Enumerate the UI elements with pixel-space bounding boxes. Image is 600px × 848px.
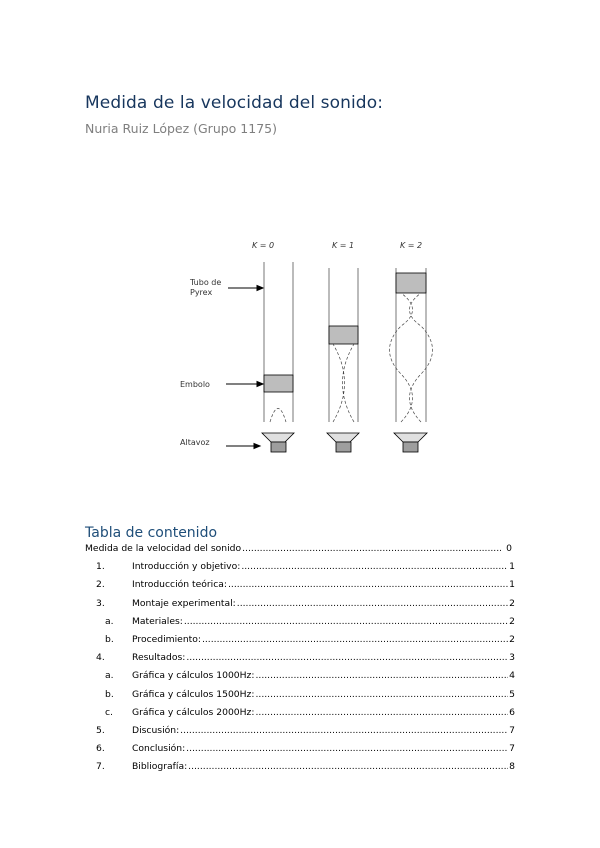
toc-entry-number: 3. [96, 597, 105, 609]
toc-entry[interactable] [85, 689, 515, 707]
tube-label-line1: Tubo de [190, 278, 222, 287]
toc-entry-label: Introducción y objetivo: [132, 561, 241, 573]
toc-entry-number: b. [105, 688, 114, 700]
column-label-k1: K = 1 [331, 241, 355, 250]
toc-dot-leader [228, 579, 508, 590]
toc-entry-page: 4 [509, 670, 515, 682]
toc-entry-label: Introducción teórica: [132, 579, 227, 591]
toc-entry[interactable] [85, 743, 515, 761]
toc-dot-leader [184, 616, 508, 627]
toc-entry-label: Procedimiento: [132, 633, 201, 645]
toc-entry-number: c. [105, 706, 113, 718]
speaker-base-k0 [271, 442, 286, 452]
speaker-cone-k0 [262, 433, 294, 442]
column-label-k2: K = 2 [399, 241, 423, 250]
toc-entry-number: a. [105, 670, 114, 682]
toc-dot-leader [186, 652, 508, 663]
document-author: Nuria Ruiz López (Grupo 1175) [85, 121, 277, 136]
toc-dot-leader [255, 707, 508, 718]
toc-heading: Tabla de contenido [85, 525, 218, 541]
toc-entry-page: 1 [509, 561, 515, 573]
toc-entry-page: 3 [509, 652, 515, 664]
toc-entry-page: 2 [509, 615, 515, 627]
toc-entry[interactable] [85, 543, 515, 561]
toc-entry[interactable] [85, 707, 515, 725]
toc-entry-label: Gráfica y cálculos 1000Hz: [132, 670, 255, 682]
toc-entry-label: Medida de la velocidad del sonido [85, 543, 242, 554]
toc-entry-page: 2 [509, 633, 515, 645]
toc-entry-page: 2 [509, 597, 515, 609]
speaker-base-k1 [336, 442, 351, 452]
toc-entry-number: 1. [96, 561, 105, 573]
toc-entry-number: b. [105, 633, 114, 645]
toc-entry-number: a. [105, 615, 114, 627]
toc-entry[interactable] [85, 652, 515, 670]
toc-entry-label: Conclusión: [132, 743, 186, 755]
toc-dot-leader [186, 743, 508, 754]
toc-entry-number: 5. [96, 724, 105, 736]
speaker-cone-k1 [327, 433, 359, 442]
piston-label: Embolo [180, 380, 210, 389]
toc-entry-label: Materiales: [132, 615, 183, 627]
toc-entry-label: Gráfica y cálculos 2000Hz: [132, 706, 255, 718]
toc-dot-leader [237, 598, 508, 609]
toc-entry[interactable] [85, 634, 515, 652]
toc-entry-number: 2. [96, 579, 105, 591]
speaker-label: Altavoz [180, 438, 210, 447]
toc-entry-page: 7 [509, 743, 515, 755]
toc-entry[interactable] [85, 616, 515, 634]
piston-k2 [396, 273, 426, 293]
toc-dot-leader [180, 725, 508, 736]
toc-entry-label: Bibliografía: [132, 761, 188, 773]
toc-dot-leader [255, 689, 508, 700]
toc-entry[interactable] [85, 579, 515, 597]
toc-dot-leader [242, 543, 501, 554]
toc-entry-label: Resultados: [132, 652, 186, 664]
toc-entry[interactable] [85, 598, 515, 616]
toc-entry-page: 0 [506, 543, 512, 554]
toc-entry-number: 6. [96, 743, 105, 755]
piston-k1 [329, 326, 358, 344]
toc-entry-page: 8 [509, 761, 515, 773]
speaker-cone-k2 [394, 433, 427, 442]
toc-entry-label: Gráfica y cálculos 1500Hz: [132, 688, 255, 700]
toc-entry-number: 7. [96, 761, 105, 773]
toc-entry-number: 4. [96, 652, 105, 664]
toc-entry-page: 6 [509, 706, 515, 718]
tube-label-line2: Pyrex [190, 288, 213, 297]
toc-entry-page: 5 [509, 688, 515, 700]
toc-dot-leader [255, 670, 508, 681]
toc-entry-label: Montaje experimental: [132, 597, 236, 609]
toc-entry[interactable] [85, 670, 515, 688]
toc-entry-page: 1 [509, 579, 515, 591]
toc-entry-page: 7 [509, 724, 515, 736]
toc-dot-leader [241, 561, 508, 572]
speaker-base-k2 [403, 442, 418, 452]
column-label-k0: K = 0 [251, 241, 275, 250]
document-title: Medida de la velocidad del sonido: [85, 93, 384, 113]
table-of-contents [85, 543, 515, 779]
toc-dot-leader [188, 761, 508, 772]
toc-entry-label: Discusión: [132, 724, 180, 736]
toc-entry[interactable] [85, 561, 515, 579]
toc-dot-leader [202, 634, 508, 645]
piston-k0 [264, 375, 293, 392]
resonance-tube-diagram [170, 230, 460, 470]
toc-entry[interactable] [85, 725, 515, 743]
toc-entry[interactable] [85, 761, 515, 779]
